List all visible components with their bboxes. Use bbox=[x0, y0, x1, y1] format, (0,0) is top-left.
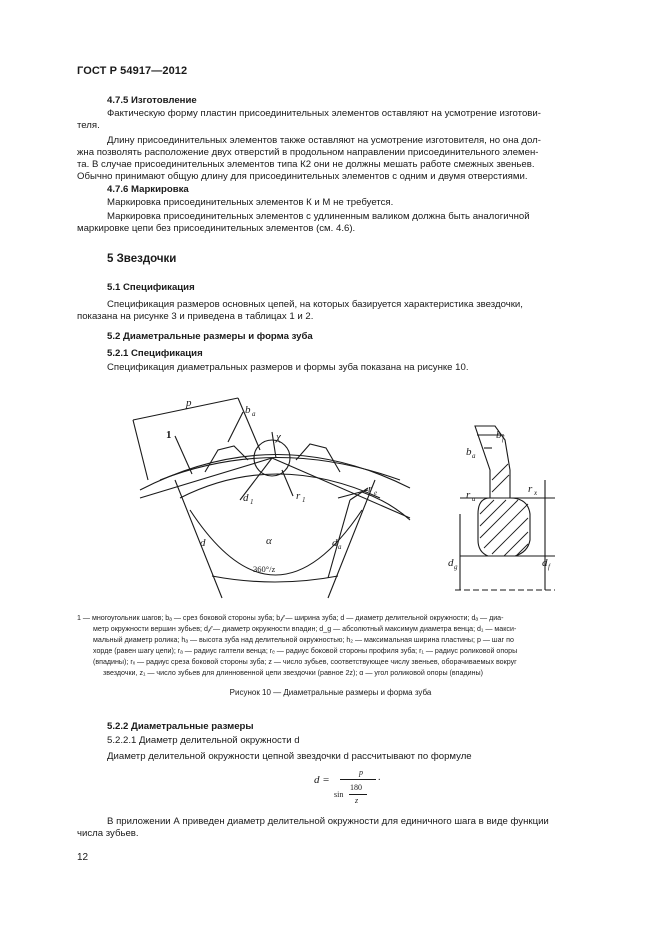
figure-caption: Рисунок 10 — Диаметральные размеры и форма зуба bbox=[229, 688, 432, 697]
label-ba2: b bbox=[466, 446, 472, 458]
label-rx: r bbox=[528, 483, 533, 495]
section-heading-5-2: 5.2 Диаметральные размеры и форма зуба bbox=[107, 331, 313, 342]
section-heading-5: 5 Звездочки bbox=[107, 253, 177, 265]
label-ra: r bbox=[466, 489, 471, 501]
figure-legend-line: звездочки, z₁ — число зубьев для длинновенной цепи звездочки (равное 2z); α — угол роликовой опоры (впадины) bbox=[103, 669, 483, 677]
label-chi: χ bbox=[276, 431, 281, 443]
formula-sin: sin bbox=[334, 790, 344, 799]
formula-inner-num: 180 bbox=[350, 783, 362, 792]
label-bf: b bbox=[496, 429, 502, 441]
formula-inner-bar bbox=[349, 794, 367, 795]
label-dg-sub: g bbox=[454, 563, 458, 571]
paragraph: та. В случае присоединительных элементов типа К2 они не должны мешать работе смежных звеньев. bbox=[77, 159, 535, 170]
label-df-sub: f bbox=[548, 563, 550, 571]
label-ba2-sub: a bbox=[472, 452, 476, 460]
formula-lhs: d = bbox=[314, 774, 330, 786]
paragraph: Фактическую форму пластин присоединительных элементов оставляют на усмотрение изготови- bbox=[107, 108, 541, 119]
label-bf-sub: f bbox=[502, 435, 504, 443]
figure-legend-line: метр окружности вершин зубьев; d𝒻 — диаметр окружности впадин; d_g — абсолютный максимум диаметра венца; d₁ — макси- bbox=[93, 625, 517, 633]
label-df: d bbox=[542, 557, 548, 569]
paragraph: показана на рисунке 3 и приведена в таблицах 1 и 2. bbox=[77, 311, 314, 322]
section-heading-4-7-5: 4.7.5 Изготовление bbox=[107, 95, 197, 106]
label-alpha: α bbox=[266, 535, 272, 547]
subsection-heading-5-2-2-1: 5.2.2.1 Диаметр делительной окружности d bbox=[107, 735, 300, 746]
label-d: d bbox=[200, 537, 206, 549]
label-da-sub: a bbox=[338, 543, 342, 551]
paragraph: теля. bbox=[77, 120, 100, 131]
figure-legend-line: мальный диаметр ролика; hₐ — высота зуба над делительной окружностью; h₂ — максимальная ширина пластины; p — шаг по bbox=[93, 636, 514, 644]
paragraph: Длину присоединительных элементов также оставляют на усмотрение изготовителя, но она дол- bbox=[107, 135, 541, 146]
figure-sprocket-diagram bbox=[100, 380, 560, 602]
paragraph: числа зубьев. bbox=[77, 828, 139, 839]
paragraph: Диаметр делительной окружности цепной звездочки d рассчитывают по формуле bbox=[107, 751, 472, 762]
label-p: p bbox=[186, 397, 192, 409]
label-re: r bbox=[368, 483, 373, 495]
section-heading-4-7-6: 4.7.6 Маркировка bbox=[107, 184, 189, 195]
paragraph: Маркировка присоединительных элементов с удлиненным валиком должна быть аналогичной bbox=[107, 211, 530, 222]
section-heading-5-2-1: 5.2.1 Спецификация bbox=[107, 348, 203, 359]
label-rx-sub: x bbox=[534, 489, 538, 497]
label-ba: b bbox=[245, 404, 251, 416]
label-angle: 360°/z bbox=[253, 564, 276, 574]
paragraph: маркировке цепи без присоединительных элементов (см. 4.6). bbox=[77, 223, 356, 234]
label-d1-sub: 1 bbox=[250, 498, 254, 506]
formula-numerator: p bbox=[359, 768, 363, 777]
label-r1-sub: 1 bbox=[302, 496, 306, 504]
label-r1: r bbox=[296, 490, 301, 502]
page-number: 12 bbox=[77, 852, 89, 863]
figure-legend-line: 1 — многоугольник шагов; bₐ — срез боковой стороны зуба; b𝒻 — ширина зуба; d — диаметр делительной окружности; dₐ — диа- bbox=[77, 614, 504, 622]
label-dg: d bbox=[448, 557, 454, 569]
label-ra-sub: a bbox=[472, 495, 476, 503]
paragraph: Спецификация размеров основных цепей, на которых базируется характеристика звездочки, bbox=[107, 299, 523, 310]
paragraph: Маркировка присоединительных элементов К и М не требуется. bbox=[107, 197, 394, 208]
figure-legend-line: хорде (равен шагу цепи); rₐ — радиус галтели венца; rₑ — радиус боковой стороны профиля зуба; r₁ — радиус роликовой опоры bbox=[93, 647, 518, 655]
paragraph: Обычно принимают общую длину для присоединительных элементов с одним и двумя отверстиями. bbox=[77, 171, 528, 182]
paragraph: жна позволять расположение двух отверстий в продольном направлении присоединительного элемен- bbox=[77, 147, 539, 158]
section-heading-5-1: 5.1 Спецификация bbox=[107, 282, 195, 293]
label-d1: d bbox=[243, 492, 249, 504]
formula-inner-den: z bbox=[355, 796, 359, 805]
section-heading-5-2-2: 5.2.2 Диаметральные размеры bbox=[107, 721, 254, 732]
label-re-sub: e bbox=[374, 489, 378, 497]
label-ba-sub: a bbox=[252, 410, 256, 418]
document-header: ГОСТ Р 54917—2012 bbox=[77, 65, 188, 77]
label-da: d bbox=[332, 537, 338, 549]
formula-end: . bbox=[378, 772, 381, 783]
formula-fraction-bar bbox=[340, 779, 376, 780]
formula-block bbox=[312, 768, 392, 814]
label-one: 1 bbox=[166, 429, 172, 441]
paragraph: Спецификация диаметральных размеров и формы зуба показана на рисунке 10. bbox=[107, 362, 469, 373]
figure-legend-line: (впадины); rₓ — радиус среза боковой стороны зуба; z — число зубьев, соответствующее числу звеньев, оборачиваемых вокруг bbox=[93, 658, 517, 666]
paragraph: В приложении А приведен диаметр делительной окружности для единичного шага в виде функции bbox=[107, 816, 549, 827]
